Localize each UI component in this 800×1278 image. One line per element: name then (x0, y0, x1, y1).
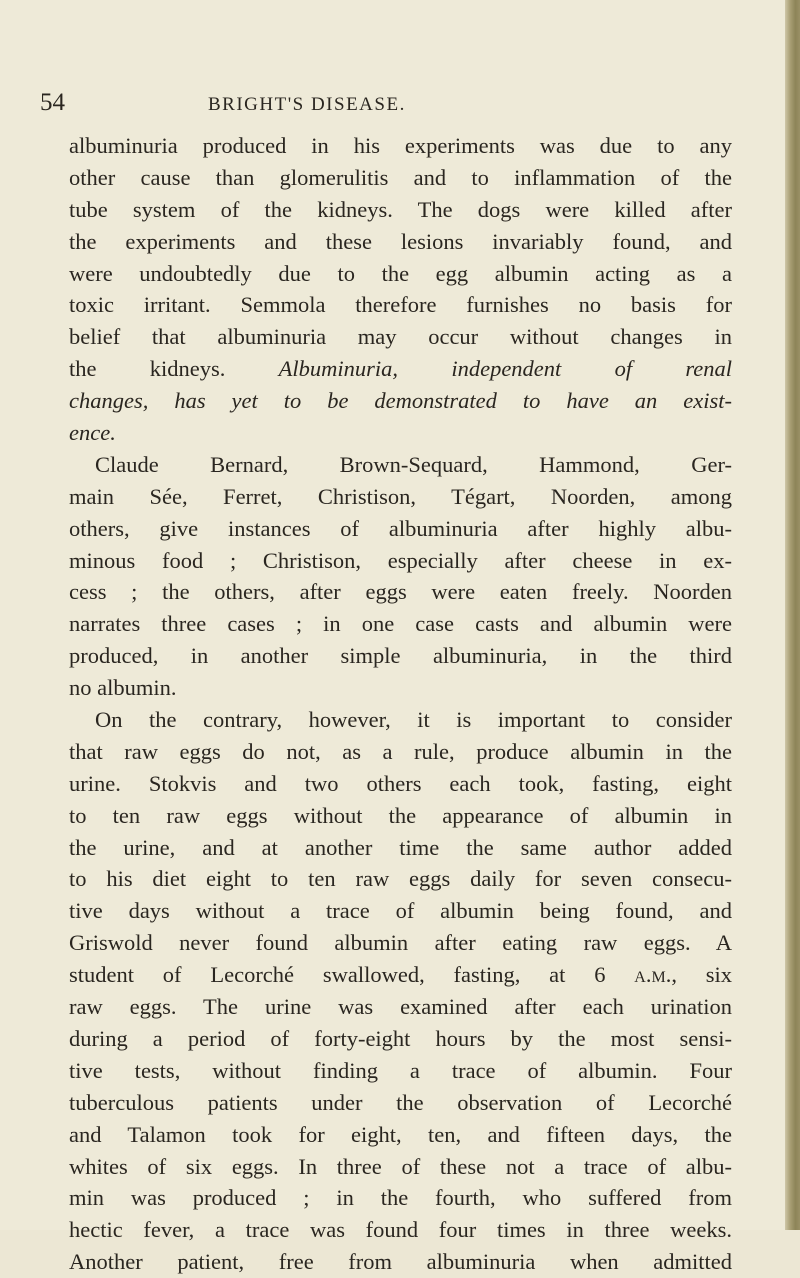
text-line (69, 704, 732, 736)
line-text: Another patient, free from albuminuria when admitted (69, 1249, 732, 1275)
line-text: urine. Stokvis and two others each took, fasting, eight (69, 770, 732, 796)
text-line (69, 832, 732, 864)
italic-text: Albuminuria, independent of renal (278, 356, 732, 382)
line-text: belief that albuminuria may occur without changes in (69, 324, 732, 350)
text-line (69, 863, 732, 895)
italic-text: ence. (69, 420, 116, 446)
line-text: to his diet eight to ten raw eggs daily for seven consecu- (69, 866, 732, 892)
small-caps-text: a.m. (634, 962, 672, 988)
line-text: student of Lecorché swallowed, fasting, at 6 (69, 962, 606, 988)
text-line (69, 576, 732, 608)
line-text: during a period of forty-eight hours by the most sensi- (69, 1025, 732, 1051)
line-text: and Talamon took for eight, ten, and fifteen days, the (69, 1121, 732, 1147)
line-text: cess ; the others, after eggs were eaten freely. Noorden (69, 579, 732, 605)
text-line (69, 1182, 732, 1214)
page-header (40, 88, 740, 118)
text-line (69, 1151, 732, 1183)
line-text: that raw eggs do not, as a rule, produce albumin in the (69, 738, 732, 764)
text-line (69, 545, 732, 577)
text-line (69, 1055, 732, 1087)
line-text: to ten raw eggs without the appearance of albumin in (69, 802, 732, 828)
page-edge (785, 0, 800, 1230)
line-text: the experiments and these lesions invariably found, and (69, 228, 732, 254)
text-line (69, 640, 732, 672)
text-line (69, 1246, 732, 1278)
line-text: Claude Bernard, Brown-Sequard, Hammond, Ger- (95, 451, 732, 477)
text-line (69, 895, 732, 927)
text-line (69, 385, 732, 417)
text-line (69, 289, 732, 321)
text-line (69, 1119, 732, 1151)
text-line (69, 927, 732, 959)
text-line (69, 1087, 732, 1119)
text-line (69, 736, 732, 768)
text-line (69, 1023, 732, 1055)
line-text: tube system of the kidneys. The dogs were killed after (69, 196, 732, 222)
text-line (69, 353, 732, 385)
text-line (69, 162, 732, 194)
line-text: produced, in another simple albuminuria, in the third (69, 643, 732, 669)
text-line (69, 130, 732, 162)
line-text: other cause than glomerulitis and to inflammation of the (69, 164, 732, 190)
line-tail: , six (671, 962, 732, 988)
line-text: tuberculous patients under the observation of Lecorché (69, 1089, 732, 1115)
text-line (69, 1214, 732, 1246)
line-text: toxic irritant. Semmola therefore furnishes no basis for (69, 292, 732, 318)
body-text (69, 130, 732, 1278)
line-text: others, give instances of albuminuria after highly albu- (69, 515, 732, 541)
line-text: minous food ; Christison, especially after cheese in ex- (69, 547, 732, 573)
text-line (69, 672, 732, 704)
line-text: tive days without a trace of albumin being found, and (69, 898, 732, 924)
italic-text: changes, has yet to be demonstrated to have an exist- (69, 388, 732, 414)
text-line (69, 449, 732, 481)
line-text: whites of six eggs. In three of these not a trace of albu- (69, 1153, 732, 1179)
text-line (69, 768, 732, 800)
text-line (69, 194, 732, 226)
line-text: Griswold never found albumin after eating raw eggs. A (69, 930, 732, 956)
text-line (69, 608, 732, 640)
text-line (69, 226, 732, 258)
text-line (69, 417, 732, 449)
line-text: the urine, and at another time the same author added (69, 834, 732, 860)
line-text: albuminuria produced in his experiments was due to any (69, 133, 732, 158)
line-text: narrates three cases ; in one case casts and albumin were (69, 611, 732, 637)
line-text: raw eggs. The urine was examined after each urination (69, 994, 732, 1020)
line-text: the kidneys. (69, 356, 226, 382)
line-text: hectic fever, a trace was found four times in three weeks. (69, 1217, 732, 1243)
line-text: min was produced ; in the fourth, who suffered from (69, 1185, 732, 1211)
text-line (69, 959, 732, 991)
text-line (69, 481, 732, 513)
line-text: On the contrary, however, it is important to consider (95, 707, 732, 733)
line-text: were undoubtedly due to the egg albumin acting as a (69, 260, 732, 286)
text-line (69, 513, 732, 545)
text-line (69, 258, 732, 290)
line-text: no albumin. (69, 675, 177, 701)
text-line (69, 991, 732, 1023)
text-line (69, 321, 732, 353)
line-text: main Sée, Ferret, Christison, Tégart, Noorden, among (69, 483, 732, 509)
page-number: 54 (40, 89, 65, 116)
running-head: BRIGHT'S DISEASE. (208, 94, 406, 115)
text-line (69, 800, 732, 832)
line-text: tive tests, without finding a trace of albumin. Four (69, 1057, 732, 1083)
